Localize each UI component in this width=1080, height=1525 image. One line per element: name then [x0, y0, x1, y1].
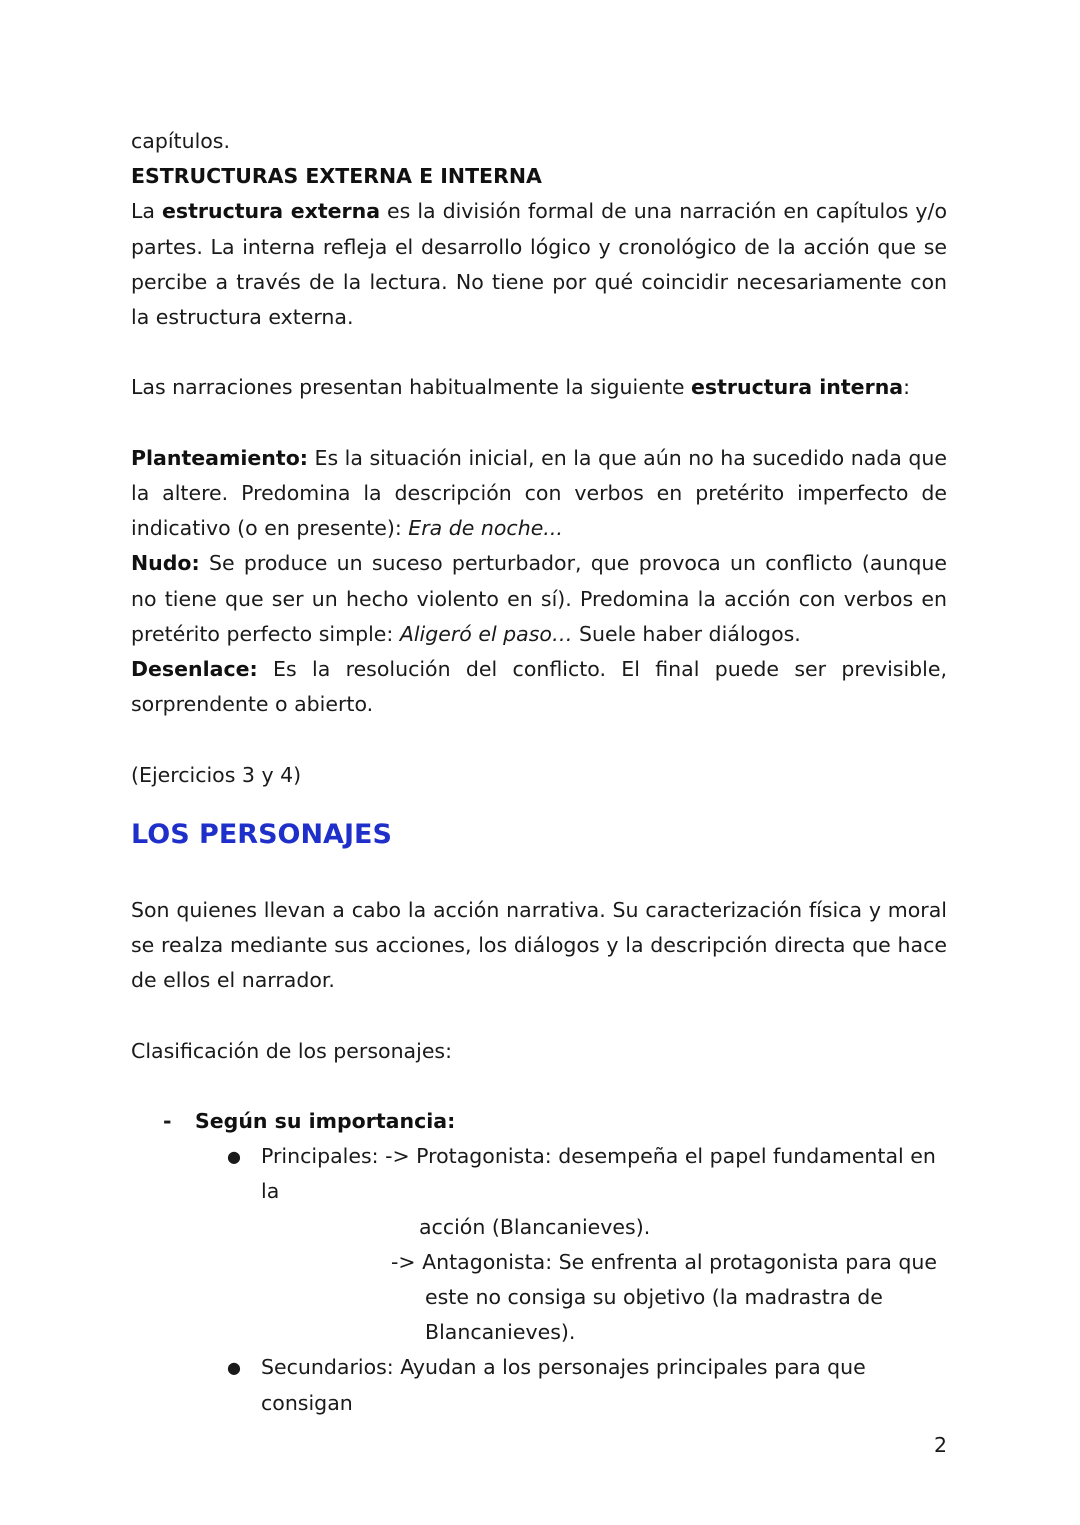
- paragraph-desenlace: Desenlace: Es la resolución del conflicto. El final puede ser previsible, sorprendente o abierto.: [131, 657, 947, 717]
- continued-text: capítulos.: [131, 129, 231, 153]
- list-item-secundarios: ● Secundarios: Ayudan a los personajes principales para que consigan: [131, 1350, 947, 1420]
- paragraph-estructura-externa: La estructura externa es la división formal de una narración en capítulos y/o partes. La interna refleja el desarrollo lógico y cronológico de la acción que se percibe a través de la lectura. No tiene por qué coincidir necesariamente con la estructura externa.: [131, 199, 947, 330]
- list-heading-importancia: - Según su importancia:: [131, 1104, 947, 1139]
- paragraph-clasificacion: Clasificación de los personajes:: [131, 1038, 453, 1063]
- bullet-icon: ●: [227, 1358, 241, 1378]
- list-item-principales: ● Principales: -> Protagonista: desempeña el papel fundamental en la: [131, 1139, 947, 1209]
- paragraph-estructura-interna: Las narraciones presentan habitualmente la siguiente estructura interna:: [131, 375, 911, 400]
- document-page: [131, 124, 947, 1421]
- exercises-note: (Ejercicios 3 y 4): [131, 762, 302, 787]
- paragraph-planteamiento: Planteamiento: Es la situación inicial, en la que aún no ha sucedido nada que la altere. Predomina la descripción con verbos en pretérito imperfecto de indicativo (o en presente): Era de noche...: [131, 445, 947, 541]
- list-item-antagonista-cont-2: Blancanieves).: [425, 1320, 576, 1345]
- list-item-principales-cont: acción (Blancanieves).: [419, 1214, 651, 1239]
- section-heading-personajes: LOS PERSONAJES: [131, 818, 392, 850]
- bullet-icon: ●: [227, 1147, 241, 1167]
- paragraph-nudo: Nudo: Se produce un suceso perturbador, que provoca un conflicto (aunque no tiene que ser un hecho violento en sí). Predomina la acción con verbos en pretérito perfecto simple: Aligeró el paso… Suele haber diálogos.: [131, 551, 947, 646]
- list-item-antagonista-cont: este no consiga su objetivo (la madrastra de: [425, 1285, 883, 1310]
- dash-marker: -: [163, 1109, 172, 1133]
- page-number: 2: [933, 1433, 947, 1457]
- subheading-estructuras: ESTRUCTURAS EXTERNA E INTERNA: [131, 164, 542, 189]
- paragraph-personajes: Son quienes llevan a cabo la acción narrativa. Su caracterización física y moral se realza mediante sus acciones, los diálogos y la descripción directa que hace de ellos el narrador.: [131, 897, 947, 993]
- list-item-antagonista: -> Antagonista: Se enfrenta al protagonista para que: [391, 1249, 937, 1274]
